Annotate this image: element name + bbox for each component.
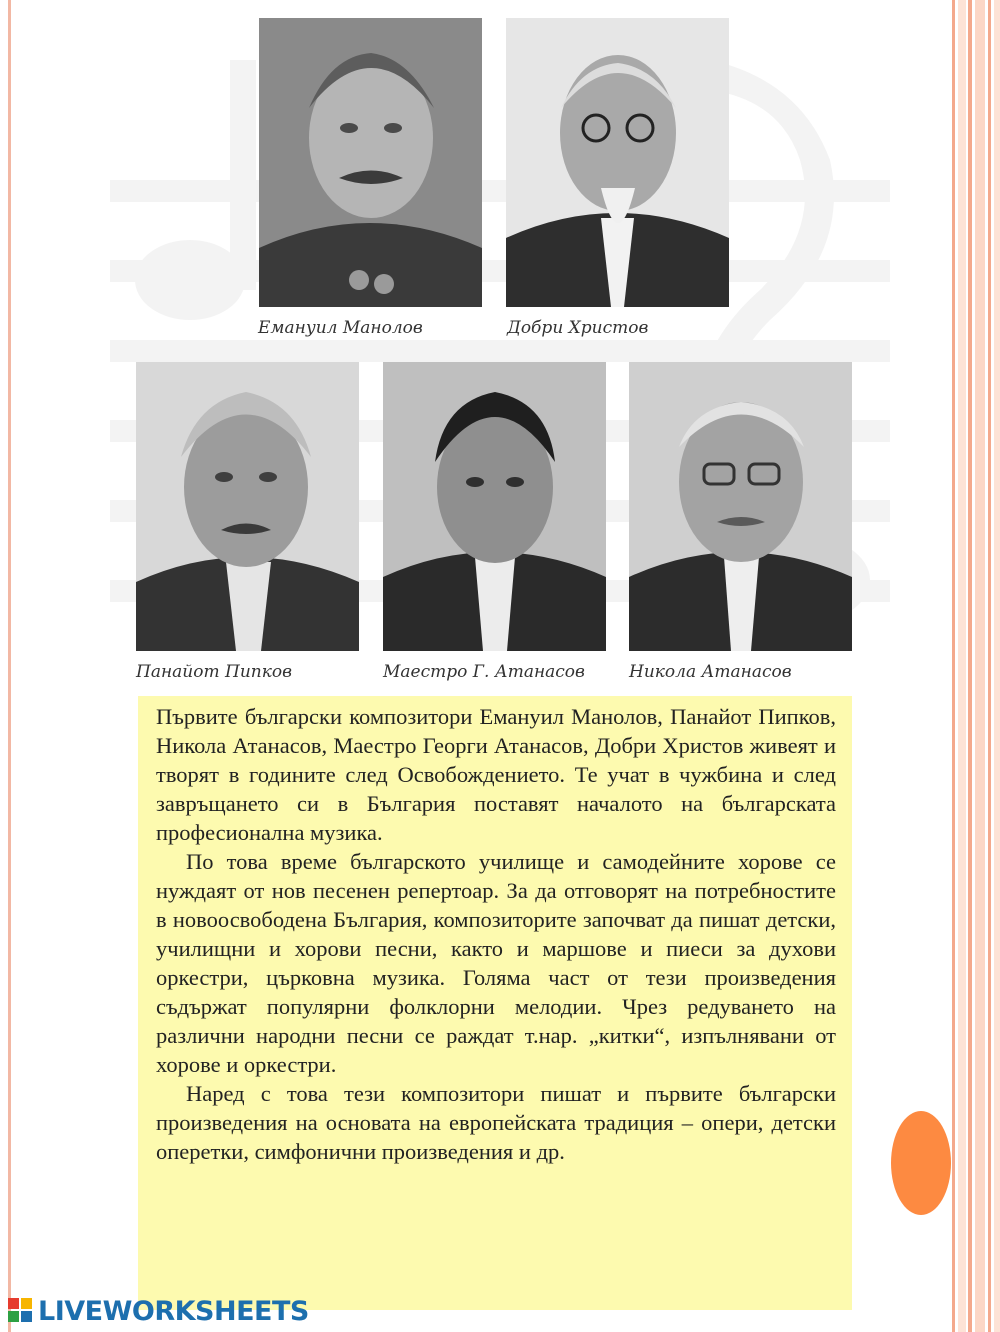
paragraph-2: По това време българското училище и самодейните хорове се нуждаят от нов песенен репертоар. За да отговорят на потребностите в новоосвободена България, композиторите започват да пишат детски, училищни и хорови песни, както и маршове и пиеси за духови оркестри, църковна музика. Голяма част от тези произведения съдържат популярни фолклорни мелодии. Чрез редуването на различни народни песни се раждат т.нар. „китки“, изпълнявани от хорове и оркестри. xyxy=(156,849,836,1077)
liveworksheets-brand[interactable] xyxy=(8,1294,309,1328)
orange-dot xyxy=(891,1111,951,1215)
decorative-stripes xyxy=(952,0,1000,1332)
portrait-maestro-g-atanasov xyxy=(383,362,606,651)
paragraph-1: Първите български композитори Емануил Манолов, Панайот Пипков, Никола Атанасов, Маестро Георги Атанасов, Добри Христов живеят и творят в годините след Освобождението. Те учат в чужбина и след завръщането си в България поставят началото на българската професионална музика. xyxy=(156,704,836,845)
paragraph-3: Наред с това тези композитори пишат и първите български произведения на основата на европейската традиция – опери, детски оперетки, симфонични произведения и др. xyxy=(156,1081,836,1164)
portrait-panayot-pipkov xyxy=(136,362,359,651)
caption-photo-4: Маестро Г. Атанасов xyxy=(383,662,585,682)
brand-name: LIVEWORKSHEETS xyxy=(38,1295,309,1327)
portrait-dobri-hristov xyxy=(506,18,729,307)
caption-photo-3: Панайот Пипков xyxy=(136,662,293,682)
portrait-nikola-atanasov xyxy=(629,362,852,651)
caption-photo-1: Емануил Манолов xyxy=(258,318,423,338)
liveworksheets-logo-icon xyxy=(8,1298,34,1324)
caption-photo-5: Никола Атанасов xyxy=(629,662,792,682)
portrait-emanuil-manolov xyxy=(259,18,482,307)
left-frame-line xyxy=(8,0,11,1332)
caption-photo-2: Добри Христов xyxy=(507,318,649,338)
body-text xyxy=(156,702,836,1166)
